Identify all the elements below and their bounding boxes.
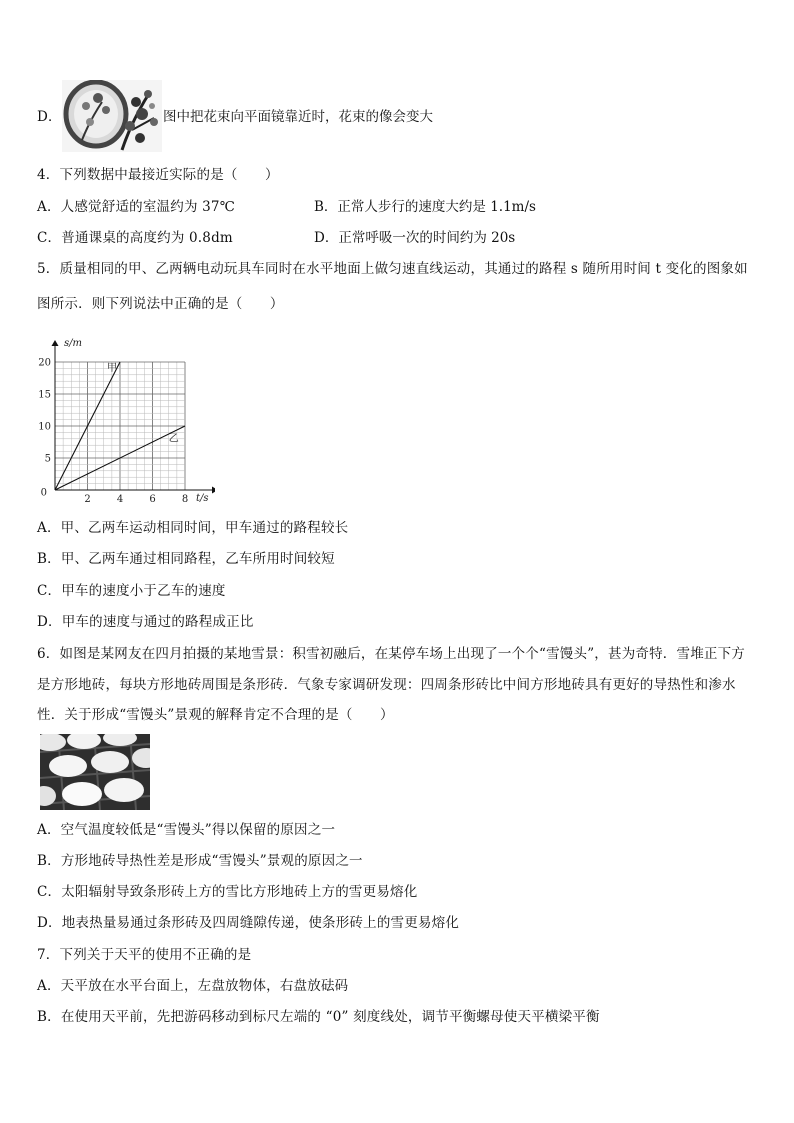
x-axis-arrow [212, 487, 215, 494]
mirror-flowers-image [62, 80, 162, 152]
q7-stem: 7．下列关于天平的使用不正确的是 [37, 947, 252, 963]
q5-stem-line2: 图所示．则下列说法中正确的是（ ） [37, 296, 284, 312]
q4-option-a: A．人感觉舒适的室温约为 37℃ [37, 199, 236, 215]
y-tick-label: 15 [38, 389, 51, 401]
x-tick-label: 6 [149, 494, 156, 505]
q7-option-a: A．天平放在水平台面上，左盘放物体，右盘放砝码 [37, 978, 349, 994]
series-label-jia: 甲 [107, 362, 117, 374]
q5-option-c: C．甲车的速度小于乙车的速度 [37, 583, 226, 599]
x-tick-label: 8 [181, 494, 189, 505]
q3-option-d-label: D． [37, 109, 62, 125]
snow-mounds-photo [40, 734, 150, 810]
q5-option-b: B．甲、乙两车通过相同路程，乙车所用时间较短 [37, 551, 335, 567]
series-label-yi: 乙 [168, 433, 179, 445]
y-tick-label: 10 [38, 421, 51, 433]
q4-option-d: D．正常呼吸一次的时间约为 20s [314, 230, 516, 246]
s-t-graph [30, 336, 215, 508]
q5-option-d: D．甲车的速度与通过的路程成正比 [37, 614, 254, 630]
q6-stem-line3: 性．关于形成“雪馒头”景观的解释肯定不合理的是（ ） [37, 707, 394, 723]
y-axis-arrow [52, 340, 59, 346]
q5-option-a: A．甲、乙两车运动相同时间，甲车通过的路程较长 [37, 520, 349, 536]
q4-option-c: C．普通课桌的高度约为 0.8dm [37, 230, 233, 246]
y-axis-label: s/m [64, 338, 82, 349]
q5-stem-line1: 5．质量相同的甲、乙两辆电动玩具车同时在水平地面上做匀速直线运动，其通过的路程 s 随所用时间 t 变化的图象如 [37, 261, 748, 277]
q6-option-c: C．太阳辐射导致条形砖上方的雪比方形地砖上方的雪更易熔化 [37, 884, 418, 900]
q6-option-b: B．方形地砖导热性差是形成“雪馒头”景观的原因之一 [37, 853, 363, 869]
y-tick-label: 0 [40, 487, 47, 499]
q3-option-d-text: 图中把花束向平面镜靠近时，花束的像会变大 [163, 109, 433, 125]
q4-option-b: B．正常人步行的速度大约是 1.1m/s [314, 199, 536, 215]
q6-stem-line2: 是方形地砖，每块方形地砖周围是条形砖．气象专家调研发现：四周条形砖比中间方形地砖具有更好的导热性和渗水 [37, 677, 736, 693]
q6-stem-line1: 6．如图是某网友在四月拍摄的某地雪景：积雪初融后，在某停车场上出现了一个个“雪馒头”，甚为奇特．雪堆正下方 [37, 646, 745, 662]
q6-option-d: D．地表热量易通过条形砖及四周缝隙传递，使条形砖上的雪更易熔化 [37, 915, 460, 931]
y-tick-label: 20 [38, 357, 51, 369]
x-tick-label: 2 [84, 494, 91, 505]
q7-option-b: B．在使用天平前，先把游码移动到标尺左端的 “0” 刻度线处，调节平衡螺母使天平横梁平衡 [37, 1009, 600, 1025]
x-tick-label: 4 [116, 494, 124, 505]
y-tick-label: 5 [44, 453, 51, 465]
q4-stem: 4．下列数据中最接近实际的是（ ） [37, 167, 279, 183]
x-axis-label: t/s [196, 493, 209, 504]
q6-option-a: A．空气温度较低是“雪馒头”得以保留的原因之一 [37, 822, 336, 838]
graph-grid [55, 362, 185, 490]
